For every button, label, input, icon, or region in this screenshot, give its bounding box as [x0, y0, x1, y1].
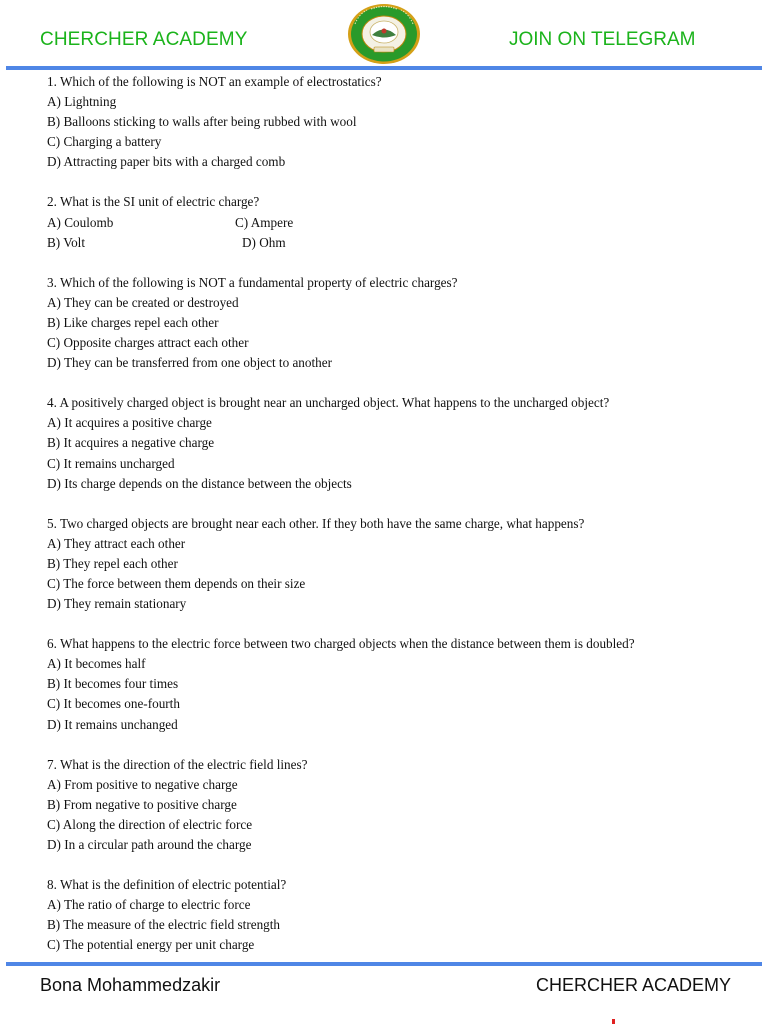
option: C) It becomes one-fourth	[47, 696, 180, 712]
option: C) The potential energy per unit charge	[47, 937, 255, 953]
option: C) Charging a battery	[47, 134, 162, 150]
option: B) The measure of the electric field strength	[47, 917, 281, 933]
option: C) It remains uncharged	[47, 455, 175, 471]
question-4	[47, 393, 747, 493]
footer-divider	[6, 962, 762, 966]
option: B) Volt	[47, 234, 85, 250]
option-row	[47, 233, 747, 253]
option: D) Attracting paper bits with a charged comb	[47, 154, 286, 170]
option: B) Balloons sticking to walls after being rubbed with wool	[47, 114, 357, 130]
option: D) They remain stationary	[47, 596, 187, 612]
option: D) Ohm	[242, 234, 286, 250]
footer-author: Bona Mohammedzakir	[40, 975, 221, 995]
option: D) In a circular path around the charge	[47, 837, 252, 852]
option: A) Coulomb	[47, 214, 114, 230]
option: A) The ratio of charge to electric force	[47, 897, 251, 913]
question-text: 8. What is the definition of electric potential?	[47, 877, 287, 893]
option-row	[47, 213, 747, 233]
option: A) It acquires a positive charge	[47, 415, 212, 431]
option: C) Opposite charges attract each other	[47, 335, 249, 351]
question-1	[47, 72, 747, 172]
option: D) Its charge depends on the distance between the objects	[47, 475, 352, 491]
option: C) The force between them depends on their size	[47, 575, 306, 591]
question-text: 3. Which of the following is NOT a fundamental property of electric charges?	[47, 274, 458, 290]
academy-seal-logo	[345, 2, 423, 66]
question-8	[47, 875, 747, 955]
question-2	[47, 192, 747, 252]
header-academy-name: CHERCHER ACADEMY	[40, 29, 248, 50]
option: B) Like charges repel each other	[47, 314, 219, 330]
question-text: 7. What is the direction of the electric field lines?	[47, 756, 308, 772]
question-text: 2. What is the SI unit of electric charge?	[47, 194, 260, 210]
question-list	[47, 72, 747, 975]
question-7	[47, 755, 747, 855]
option: A) From positive to negative charge	[47, 776, 238, 792]
option: C) Along the direction of electric force	[47, 816, 253, 832]
question-text: 1. Which of the following is NOT an example of electrostatics?	[47, 74, 382, 89]
footer-academy-name: CHERCHER ACADEMY	[536, 975, 732, 995]
header-divider	[6, 66, 762, 70]
option: A) It becomes half	[47, 656, 146, 672]
option: D) They can be transferred from one object to another	[47, 355, 332, 371]
option: B) It becomes four times	[47, 676, 179, 692]
question-5	[47, 514, 747, 614]
option: A) They can be created or destroyed	[47, 294, 239, 310]
question-6	[47, 634, 747, 734]
option: B) From negative to positive charge	[47, 796, 237, 812]
question-text: 4. A positively charged object is brought near an uncharged object. What happens to the uncharged object?	[47, 395, 610, 411]
page-edge-mark	[612, 1019, 615, 1024]
question-text: 5. Two charged objects are brought near each other. If they both have the same charge, what happens?	[47, 515, 585, 531]
option: B) It acquires a negative charge	[47, 435, 215, 451]
question-3	[47, 273, 747, 373]
option: D) It remains unchanged	[47, 716, 178, 732]
option: A) They attract each other	[47, 535, 186, 551]
option: B) They repel each other	[47, 555, 178, 571]
option: A) Lightning	[47, 94, 117, 110]
header-telegram-link[interactable]: JOIN ON TELEGRAM	[509, 29, 696, 50]
question-text: 6. What happens to the electric force between two charged objects when the distance between them is doubled?	[47, 636, 635, 652]
option: C) Ampere	[235, 214, 294, 230]
seal-icon	[345, 2, 423, 66]
